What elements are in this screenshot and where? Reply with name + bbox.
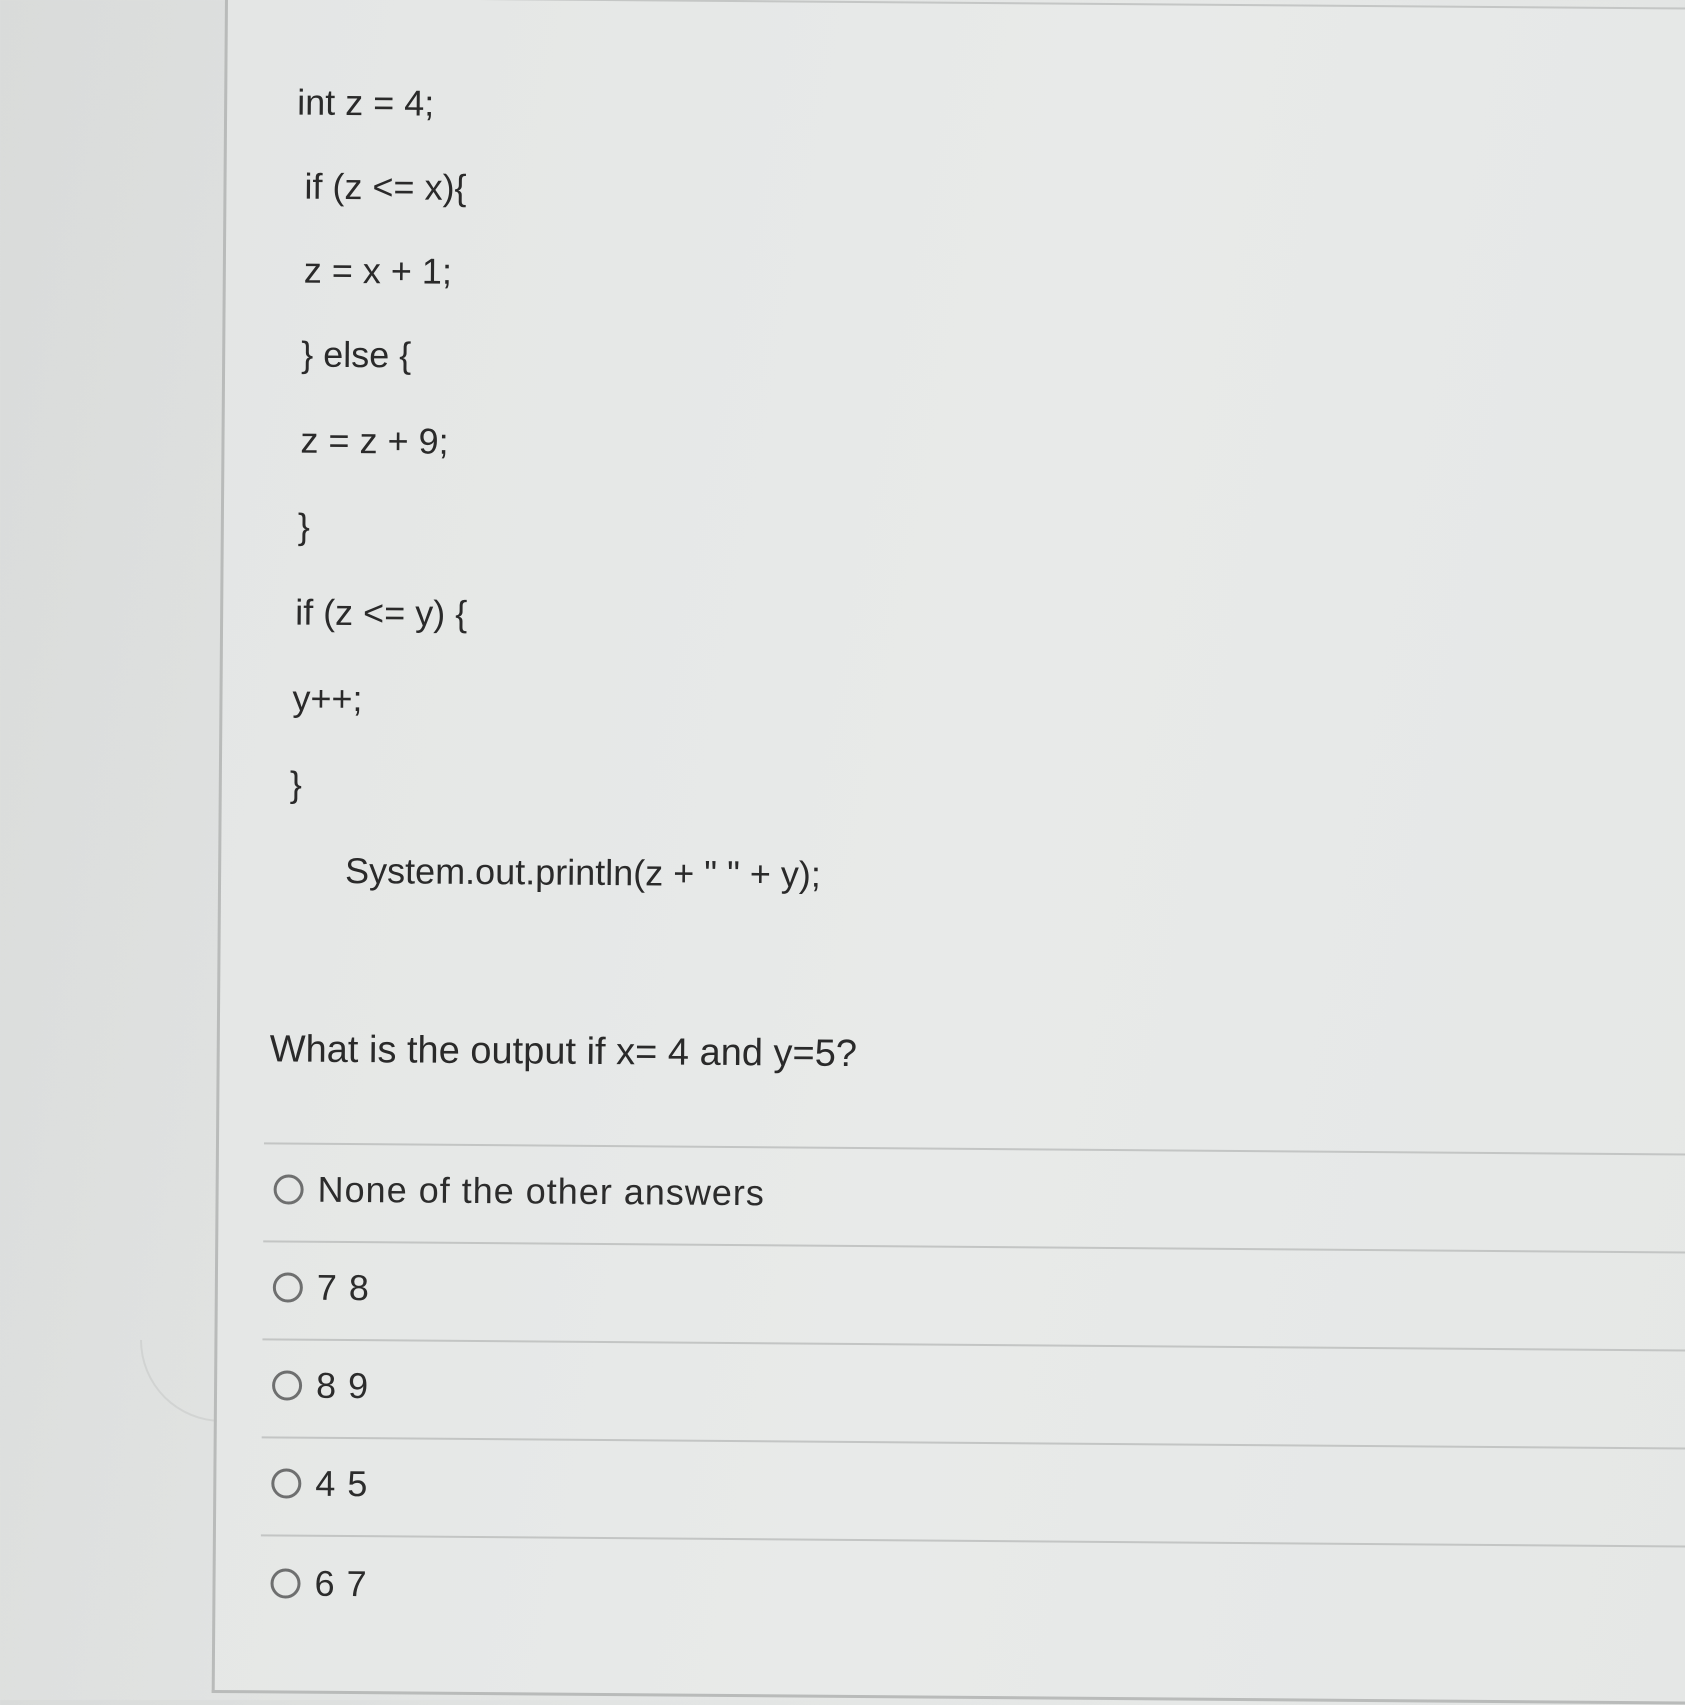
answer-option[interactable] <box>271 1458 368 1509</box>
radio-button[interactable] <box>271 1468 301 1498</box>
divider <box>263 1240 1685 1253</box>
code-line-9: } <box>289 763 303 805</box>
answer-option-label: 6 7 <box>314 1562 368 1605</box>
divider <box>261 1534 1685 1547</box>
radio-button[interactable] <box>273 1272 303 1302</box>
radio-button[interactable] <box>270 1568 300 1598</box>
answer-option[interactable] <box>273 1262 370 1313</box>
divider <box>262 1436 1685 1449</box>
code-line-2: if (z <= x){ <box>304 165 467 208</box>
code-line-4: } else { <box>301 333 412 376</box>
code-line-7: if (z <= y) { <box>295 591 468 634</box>
answer-option[interactable] <box>270 1558 367 1609</box>
radio-button[interactable] <box>272 1370 302 1400</box>
question-panel <box>212 0 1685 1705</box>
divider <box>264 1142 1685 1155</box>
code-block <box>228 0 1685 895</box>
question-text: What is the output if x= 4 and y=5? <box>269 1028 858 1075</box>
answer-option-label: 8 9 <box>315 1364 370 1407</box>
answer-option-label: 7 8 <box>316 1266 371 1309</box>
answer-option[interactable] <box>272 1360 369 1411</box>
code-line-8: y++; <box>292 677 363 720</box>
answer-option-label: None of the other answers <box>317 1168 766 1214</box>
answer-option[interactable] <box>273 1164 765 1218</box>
code-line-3: z = x + 1; <box>303 249 453 292</box>
code-line-10: System.out.println(z + " " + y); <box>344 849 822 895</box>
radio-button[interactable] <box>274 1174 304 1204</box>
answer-option-label: 4 5 <box>315 1462 369 1505</box>
code-line-5: z = z + 9; <box>300 419 449 462</box>
code-line-1: int z = 4; <box>297 81 435 124</box>
divider <box>262 1338 1685 1351</box>
code-line-6: } <box>297 505 311 547</box>
